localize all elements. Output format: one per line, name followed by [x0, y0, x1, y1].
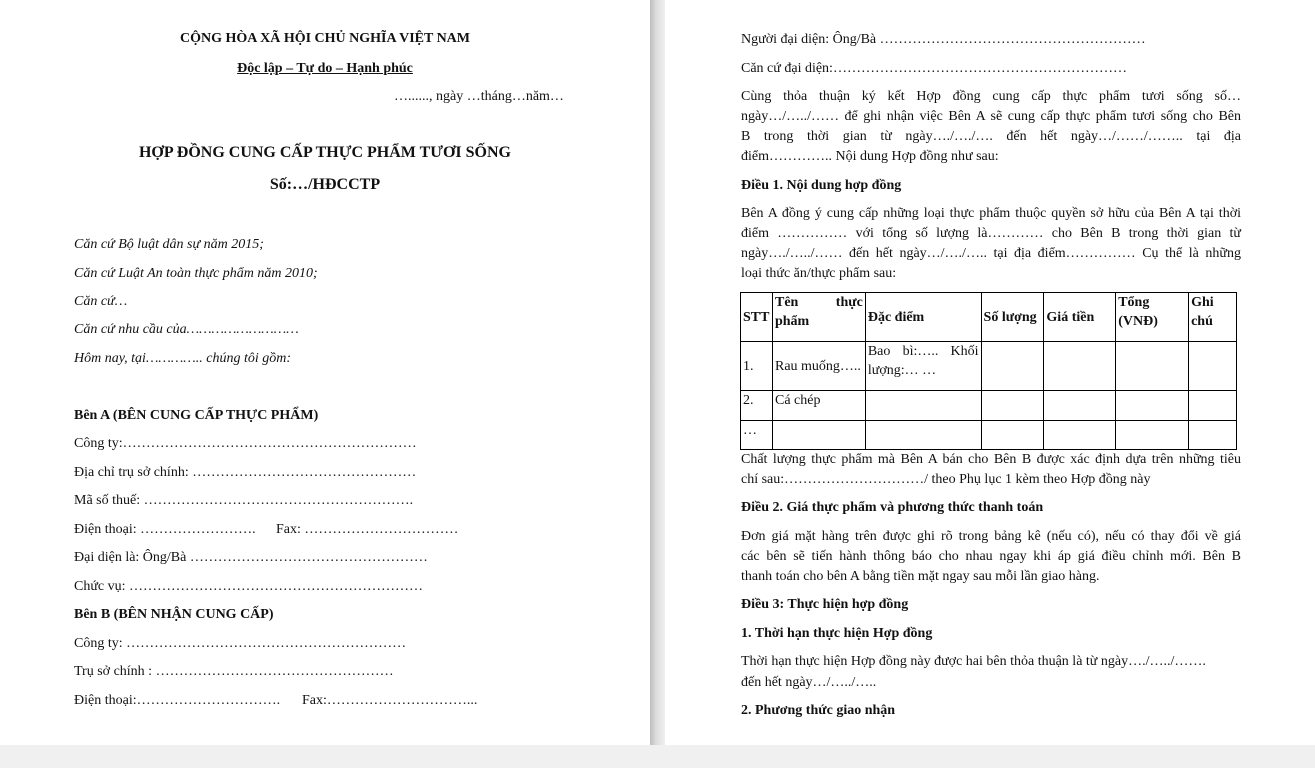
article-2-line-1: Đơn giá mặt hàng trên được ghi rõ trong bảng kê (nếu có), nếu có thay đổi về giá [741, 529, 1241, 544]
contract-number: Số:…/HĐCCTP [269, 176, 381, 193]
representative-line: Người đại diện: Ông/Bà ………………………………………………… [741, 32, 1146, 47]
table-cell [1044, 391, 1116, 421]
table-cell [1189, 391, 1237, 421]
party-b-heading: Bên B (BÊN NHẬN CUNG CẤP) [74, 607, 274, 622]
party-a-heading: Bên A (BÊN CUNG CẤP THỰC PHẨM) [74, 408, 319, 423]
party-b-office: Trụ sở chính : …………………………………………… [74, 664, 394, 679]
party-b-phone: Điện thoại:…………………………. [74, 693, 281, 708]
article-3-sub1-line-2: đến hết ngày…/…../….. [741, 675, 877, 690]
page-gutter [650, 0, 665, 768]
table-row [741, 391, 1237, 421]
table-header-row [741, 293, 1237, 342]
table-header-quantity: Số lượng [981, 293, 1044, 342]
article-1-line-1: Bên A đồng ý cung cấp những loại thực phẩm thuộc quyền sở hữu của Bên A tại thời [741, 206, 1241, 221]
party-a-phone: Điện thoại: ……………………. [74, 522, 256, 537]
table-cell [1189, 421, 1237, 450]
representation-basis-line: Căn cứ đại diện:……………………………………………………… [741, 61, 1127, 76]
table-cell [1044, 342, 1116, 391]
viewer-background-strip [0, 745, 1315, 768]
quality-line-1: Chất lượng thực phẩm mà Bên A bán cho Bên B được xác định dựa trên những tiêu [741, 452, 1241, 467]
table-cell: 1. [741, 342, 773, 391]
party-a-fax: Fax: …………………………… [276, 522, 459, 537]
article-1-line-3: ngày…./…../…… đến hết ngày…/…./….. tại địa điểm…………… Cụ thể là những [741, 246, 1241, 261]
table-cell [981, 342, 1044, 391]
agreement-line-3: B trong thời gian từ ngày…./…./…. đến hết ngày…/……/…….. tại địa [741, 129, 1241, 144]
table-cell: Rau muống….. [772, 342, 865, 391]
agreement-line-2: ngày…/…../…… để ghi nhận việc Bên A sẽ cung cấp thực phẩm tươi sống cho Bên [741, 109, 1241, 124]
table-cell [981, 391, 1044, 421]
table-row [741, 342, 1237, 391]
table-cell: Bao bì:….. Khối lượng:… … [865, 342, 981, 391]
party-b-fax: Fax:…………………………... [302, 693, 478, 708]
article-1-heading: Điều 1. Nội dung hợp đồng [741, 178, 902, 193]
article-1-line-2: điểm …………… với tổng số lượng là………… cho Bên B trong thời gian từ [741, 226, 1241, 241]
party-a-company: Công ty:……………………………………………………… [74, 436, 417, 451]
table-cell [1044, 421, 1116, 450]
article-2-heading: Điều 2. Giá thực phẩm và phương thức thanh toán [741, 500, 1044, 515]
article-2-line-3: thanh toán cho bên A bằng tiền mặt ngay sau mỗi lần giao hàng. [741, 569, 1100, 584]
table-row [741, 421, 1237, 450]
article-3-sub1-heading: 1. Thời hạn thực hiện Hợp đồng [741, 626, 933, 641]
document-page-left [0, 0, 650, 745]
table-cell [1116, 391, 1189, 421]
table-cell [865, 391, 981, 421]
party-a-position: Chức vụ: ……………………………………………………… [74, 579, 424, 594]
article-3-sub1-line-1: Thời hạn thực hiện Hợp đồng này được hai bên thỏa thuận là từ ngày…./…../……. [741, 654, 1206, 669]
quality-line-2: chí sau:…………………………/ theo Phụ lục 1 kèm theo Hợp đồng này [741, 472, 1151, 487]
basis-civil-code: Căn cứ Bộ luật dân sự năm 2015; [74, 237, 264, 252]
article-3-heading: Điều 3: Thực hiện hợp đồng [741, 597, 909, 612]
agreement-line-1: Cùng thỏa thuận ký kết Hợp đồng cung cấp thực phẩm tươi sống số… [741, 89, 1241, 104]
national-title: CỘNG HÒA XÃ HỘI CHỦ NGHĨA VIỆT NAM [179, 31, 470, 46]
table-cell [772, 421, 865, 450]
basis-needs: Căn cứ nhu cầu của……………………… [74, 322, 299, 337]
table-cell [1189, 342, 1237, 391]
table-cell: 2. [741, 391, 773, 421]
table-header-characteristics: Đặc điểm [865, 293, 981, 342]
table-cell [1116, 342, 1189, 391]
table-header-note: Ghi chú [1189, 293, 1237, 342]
table-header-total: Tổng (VNĐ) [1116, 293, 1189, 342]
article-1-line-4: loại thức ăn/thực phẩm sau: [741, 266, 897, 281]
table-header-stt: STT [741, 293, 773, 342]
table-header-food-name: Tên thực phẩm [772, 293, 865, 342]
table-cell [981, 421, 1044, 450]
basis-food-safety-law: Căn cứ Luật An toàn thực phẩm năm 2010; [74, 266, 318, 281]
party-b-company: Công ty: …………………………………………………… [74, 636, 407, 651]
party-a-address: Địa chỉ trụ sở chính: ………………………………………… [74, 465, 417, 480]
food-items-table [740, 292, 1237, 450]
basis-other: Căn cứ… [74, 294, 128, 309]
table-header-price: Giá tiền [1044, 293, 1116, 342]
table-cell [1116, 421, 1189, 450]
party-a-tax-code: Mã số thuế: …………………………………………………. [74, 493, 414, 508]
table-cell: … [741, 421, 773, 450]
contract-title: HỢP ĐỒNG CUNG CẤP THỰC PHẨM TƯƠI SỐNG [138, 144, 511, 161]
table-cell [865, 421, 981, 450]
document-page-right [665, 0, 1315, 745]
date-line: …......, ngày …tháng…năm… [394, 89, 564, 104]
today-line: Hôm nay, tại………….. chúng tôi gồm: [74, 351, 291, 366]
motto: Độc lập – Tự do – Hạnh phúc [237, 61, 413, 76]
party-a-representative: Đại diện là: Ông/Bà …………………………………………… [74, 550, 428, 565]
article-3-sub2-heading: 2. Phương thức giao nhận [741, 703, 896, 718]
table-cell: Cá chép [772, 391, 865, 421]
article-2-line-2: các bên sẽ tiến hành thông báo cho nhau ngay khi áp giá điều chỉnh mới. Bên B [741, 549, 1241, 564]
agreement-line-4: điểm………….. Nội dung Hợp đồng như sau: [741, 149, 999, 164]
